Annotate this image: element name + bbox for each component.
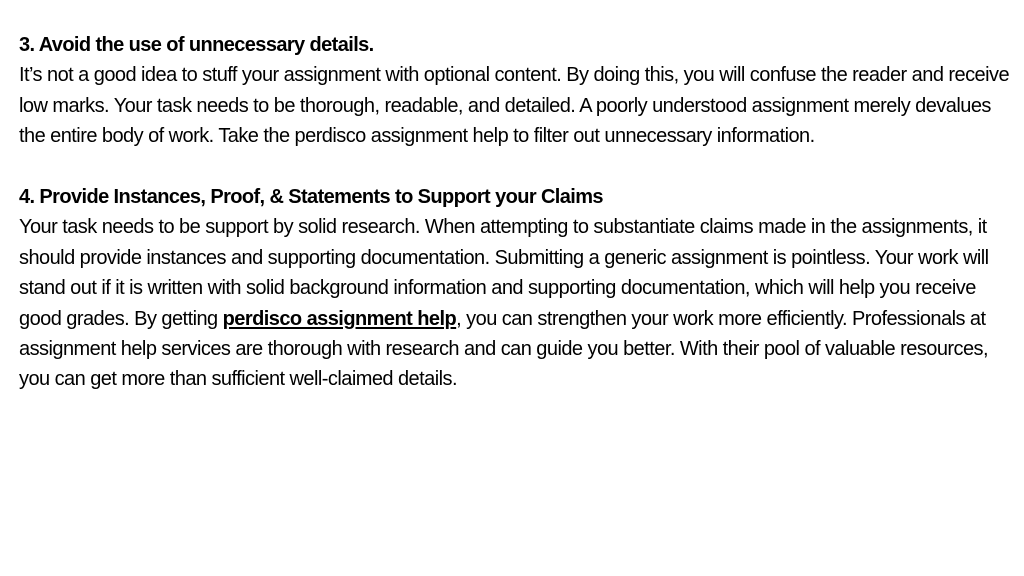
- paragraph-text-before-link: Your task needs to be support by solid research. When attempting to substantiate claims made in the assignments, it should provide instances and supporting documentation. Submitting a generic assignment is pointless. Your work will stand out if it is written with solid background information and supporting documentation, which will help you receive good grades. By getting: [19, 216, 989, 330]
- paragraph-text-after-link: , you can strengthen your work more efficiently. Professionals at assignment help services are thorough with research and can guide you better. With their pool of valuable resources, you can get more than sufficient well-claimed details.: [19, 307, 989, 391]
- section-support-your-claims: [19, 182, 1020, 395]
- section-avoid-unnecessary-details: [19, 30, 1020, 152]
- perdisco-assignment-help-link[interactable]: perdisco assignment help: [222, 307, 457, 330]
- section-paragraph: It’s not a good idea to stuff your assignment with optional content. By doing this, you will confuse the reader and receive low marks. Your task needs to be thorough, readable, and detailed. A poorly understood assignment merely devalues the entire body of work. Take the perdisco assignment help to filter out unnecessary information.: [19, 64, 1010, 148]
- section-paragraph: [19, 212, 1020, 394]
- section-heading: 3. Avoid the use of unnecessary details.: [19, 34, 374, 56]
- section-heading: 4. Provide Instances, Proof, & Statements to Support your Claims: [19, 186, 603, 209]
